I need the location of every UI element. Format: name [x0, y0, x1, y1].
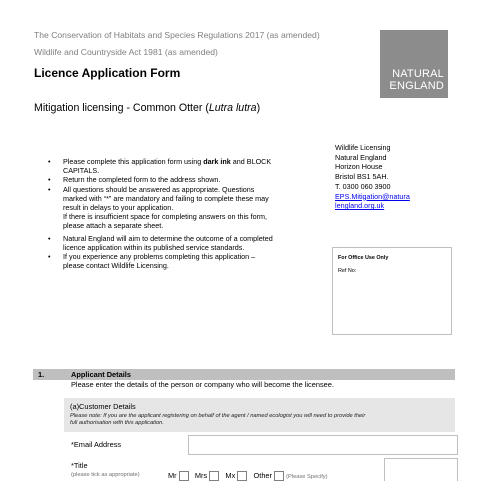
title-hint: (please tick as appropriate) — [71, 472, 140, 478]
address-line: T. 0300 060 3900 — [335, 181, 391, 191]
note-line: Please note: If you are the applicant registering on behalf of the agent / named ecologist you will need to provide their — [70, 413, 366, 419]
address-line: Natural England — [335, 152, 387, 162]
instructions-list — [48, 157, 328, 270]
option-other-label: Other — [253, 471, 272, 480]
option-mr-label: Mr — [168, 471, 177, 480]
bullet-icon: • — [48, 157, 51, 166]
office-use-box — [332, 247, 452, 335]
subtitle-suffix: ) — [256, 102, 261, 114]
list-item — [48, 175, 328, 184]
address-line: Wildlife Licensing — [335, 143, 391, 152]
option-mrs-label: Mrs — [194, 471, 208, 480]
bullet-icon: • — [48, 184, 51, 194]
section-title: Applicant Details — [71, 370, 131, 379]
instruction-text: CAPITALS. — [63, 166, 100, 176]
office-use-title: For Office Use Only — [338, 255, 389, 261]
option-mx-label: Mx — [225, 471, 236, 480]
legislation-line-1: The Conservation of Habitats and Species Regulations 2017 (as amended) — [34, 30, 320, 40]
instruction-text: please contact Wildlife Licensing. — [63, 261, 169, 271]
form-subtitle — [34, 102, 260, 114]
authorisation-note — [70, 413, 454, 427]
list-item — [48, 185, 328, 231]
instruction-text: please attach a separate sheet. — [63, 221, 164, 231]
bullet-icon: • — [48, 233, 51, 243]
subtitle-prefix: Mitigation licensing - Common Otter ( — [34, 102, 209, 114]
address-line: Bristol BS1 5AH. — [335, 172, 389, 182]
email-address-field[interactable] — [188, 435, 458, 455]
email-link-continued[interactable]: lengland.org.uk — [335, 201, 385, 211]
section-description: Please enter the details of the person or company who will become the licensee. — [71, 380, 334, 389]
email-link[interactable]: EPS.Mitigation@natura — [335, 191, 410, 201]
instruction-text: licence application within its published service standards. — [63, 242, 245, 252]
instruction-text: result in delays to your application. — [63, 203, 174, 213]
instruction-text: Natural England will aim to determine the outcome of a completed — [63, 233, 273, 243]
list-item — [48, 252, 328, 270]
subsection-title: Customer Details — [79, 402, 136, 411]
instruction-text: If you experience any problems completing this application – — [63, 252, 256, 262]
address-line: Horizon House — [335, 162, 383, 172]
instruction-text: All questions should be answered as appropriate. Questions — [63, 184, 255, 194]
title-label: *Title — [71, 461, 88, 470]
section-number: 1. — [38, 370, 45, 379]
note-line: full authorisation with this application. — [70, 420, 164, 427]
logo-line-2: ENGLAND — [389, 80, 444, 92]
instruction-text: marked with “*” are mandatory and failing to complete these may — [63, 193, 269, 203]
customer-details-box — [64, 398, 455, 432]
instruction-text: If there is insufficient space for completing answers on this form, — [63, 212, 268, 222]
bullet-icon: • — [48, 175, 51, 185]
instruction-text: Please complete this application form using — [63, 157, 204, 166]
bullet-icon: • — [48, 252, 51, 262]
legislation-line-2: Wildlife and Countryside Act 1981 (as amended) — [34, 47, 218, 57]
office-ref-label: Ref No: — [338, 268, 357, 274]
natural-england-logo — [380, 30, 448, 98]
instruction-bold-text: dark ink — [203, 157, 231, 166]
customer-details-heading — [70, 402, 136, 411]
form-title: Licence Application Form — [34, 66, 181, 80]
specify-hint: (Please Specify) — [286, 474, 328, 480]
list-item — [48, 234, 328, 252]
instruction-text: Return the completed form to the address shown. — [63, 175, 221, 185]
address-block — [335, 143, 410, 211]
instruction-text: and BLOCK — [230, 157, 272, 166]
title-other-field[interactable] — [384, 458, 458, 481]
subtitle-species: Lutra lutra — [208, 102, 257, 114]
logo-line-1: NATURAL — [392, 68, 444, 80]
subsection-marker: (a) — [70, 402, 80, 411]
list-item — [48, 157, 328, 175]
email-address-label: *Email Address — [71, 440, 122, 449]
